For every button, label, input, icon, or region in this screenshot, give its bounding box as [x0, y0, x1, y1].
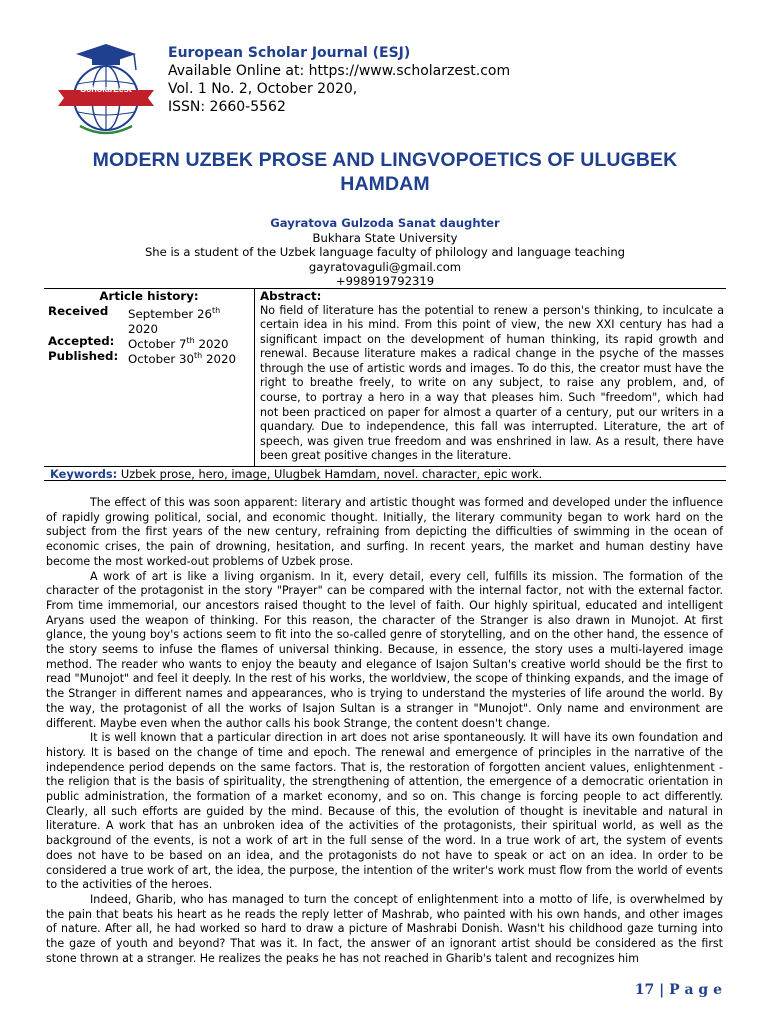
- abstract-text: No field of literature has the potential to renew a person's thinking, to inculcate a certain idea in his mind. From this point of view, the new XXI century has had a significant impact on the development of human thinking, its rapid growth and renewal. Because literature makes a radical change in the psyche of the masses through the use of artistic words and images. To do this, the creator must have the right to breathe freely, to write on any subject, to raise any problem, and, of course, to portray a hero in a way that pleases him. Such "freedom", which had not been practiced on paper for almost a quarter of a century, put our writers in a quandary. Due to independence, this fall was interrupted. Literature, the art of speech, was given true freedom and was enshrined in law. As a result, there have been great positive changes in the literature.: [260, 303, 724, 463]
- body-paragraph-1: The effect of this was soon apparent: literary and artistic thought was formed and developed under the influence of rapidly growing political, social, and economic thought. Initially, the literary community began to work hard on the subject from the first years of the new century, refraining from depicting the difficulties of swimming in the ocean of economic crises, the pain of drowning, hesitation, and surfing. In recent years, the market and human destiny have become the most worked-out problems of Uzbek prose.: [46, 496, 723, 568]
- body-paragraph-4: Indeed, Gharib, who has managed to turn the concept of enlightenment into a motto of life, is overwhelmed by the pain that beats his heart as he reads the reply letter of Mashrab, who painted with his own hands, and other images of nature. After all, he had worked so hard to draw a picture of Mashrabi Donish. Wasn't his childhood gaze turning into the gaze of youth and beyond? That was it. In fact, the answer of an ignorant artist should be considered as the first stone thrown at a stranger. He realizes the peaks he has not reached in Gharib's talent and recognizes him: [46, 892, 723, 965]
- keywords-line: [50, 467, 542, 481]
- journal-info: [168, 44, 510, 116]
- published-label: Published:: [48, 349, 119, 363]
- accepted-value: October 7th 2020: [128, 336, 229, 351]
- available-online: Available Online at: https://www.scholarzest.com: [168, 63, 511, 79]
- author-phone: +998919792319: [335, 274, 435, 289]
- author-description: She is a student of the Uzbek language faculty of philology and language teaching: [144, 245, 626, 260]
- author-email: gayratovaguli@gmail.com: [308, 259, 462, 274]
- published-value: October 30th 2020: [128, 351, 236, 366]
- volume-issue: Vol. 1 No. 2, October 2020,: [168, 81, 358, 97]
- keywords-label: Keywords:: [50, 467, 118, 481]
- author-block: [40, 216, 730, 289]
- keywords-text: Uzbek prose, hero, image, Ulugbek Hamdam, novel. character, epic work.: [120, 467, 543, 481]
- abstract-heading: Abstract:: [260, 289, 322, 303]
- article-info-table: [44, 288, 726, 481]
- issn: ISSN: 2660-5562: [168, 99, 286, 115]
- body-paragraph-2: A work of art is like a living organism. In it, every detail, every cell, fulfills its mission. The formation of the character of the protagonist in the story "Prayer" can be compared with the internal factor, not with the external factor. From time immemorial, our ancestors raised thought to the level of faith. Our highly spiritual, educated and intelligent Aryans used the weapon of thinking. For this reason, the character of the Stranger is also drawn in Munojot. At first glance, the young boy's actions seem to fit into the so-called genre of storytelling, and on the other hand, the essence of the story seems to infuse the flames of universal thinking. Because, in essence, the story uses a multi-layered image method. The reader who wants to enjoy the beauty and elegance of Isajon Sultan's creative world should be the first to read "Munojot" and feel it deeply. In the rest of his works, the worldview, the scope of thinking expands, and the image of the Stranger in different names and appearances, who is trying to understand the mysteries of life around the world. By the way, the protagonist of all the works of Isajon Sultan is a stranger in "Munojot". Only name and environment are different. Maybe even when the author calls his book Strange, the content doesn't change.: [46, 569, 723, 730]
- received-value: September 26th 2020: [128, 306, 221, 336]
- paper-title: [40, 148, 730, 196]
- author-name: Gayratova Gulzoda Sanat daughter: [270, 216, 500, 230]
- received-label: Received: [48, 304, 109, 318]
- article-history-heading: Article history:: [99, 289, 199, 303]
- body-text: [46, 496, 723, 967]
- logo-text: ScholarZest: [80, 84, 132, 94]
- paper-title-line2: HAMDAM: [340, 173, 430, 195]
- body-paragraph-3: It is well known that a particular direction in art does not arise spontaneously. It will have its own foundation and history. It is based on the change of time and epoch. The renewal and emergence of principles in the narrative of the independence period depends on the same factors. That is, the restoration of forgotten ancient values, enlightenment - the religion that is the basis of spirituality, the strengthening of attention, the emergence of a democratic orientation in public administration, the formation of a market economy, and so on. This change is forcing people to act differently. Clearly, all such efforts are guided by the mind. Because of this, the evolution of thought is inevitable and natural in literature. A work that has an unbroken idea of the activities of the protagonists, their spiritual world, as well as the background of the events, is not a work of art in the full sense of the word. In a true work of art, the system of events does not have to be based on an idea, and the protagonists do not have to speak or act on an idea. In order to be considered a true work of art, the idea, the purpose, the intention of the writer's work must flow from the world of events to the activities of the heroes.: [46, 731, 723, 892]
- page-number: 17 | P a g e: [634, 982, 722, 998]
- journal-name: European Scholar Journal (ESJ): [168, 45, 411, 61]
- table-column-rule: [254, 288, 255, 466]
- author-university: Bukhara State University: [312, 230, 458, 245]
- paper-title-line1: MODERN UZBEK PROSE AND LINGVOPOETICS OF ULUGBEK: [92, 149, 678, 171]
- accepted-label: Accepted:: [48, 334, 115, 348]
